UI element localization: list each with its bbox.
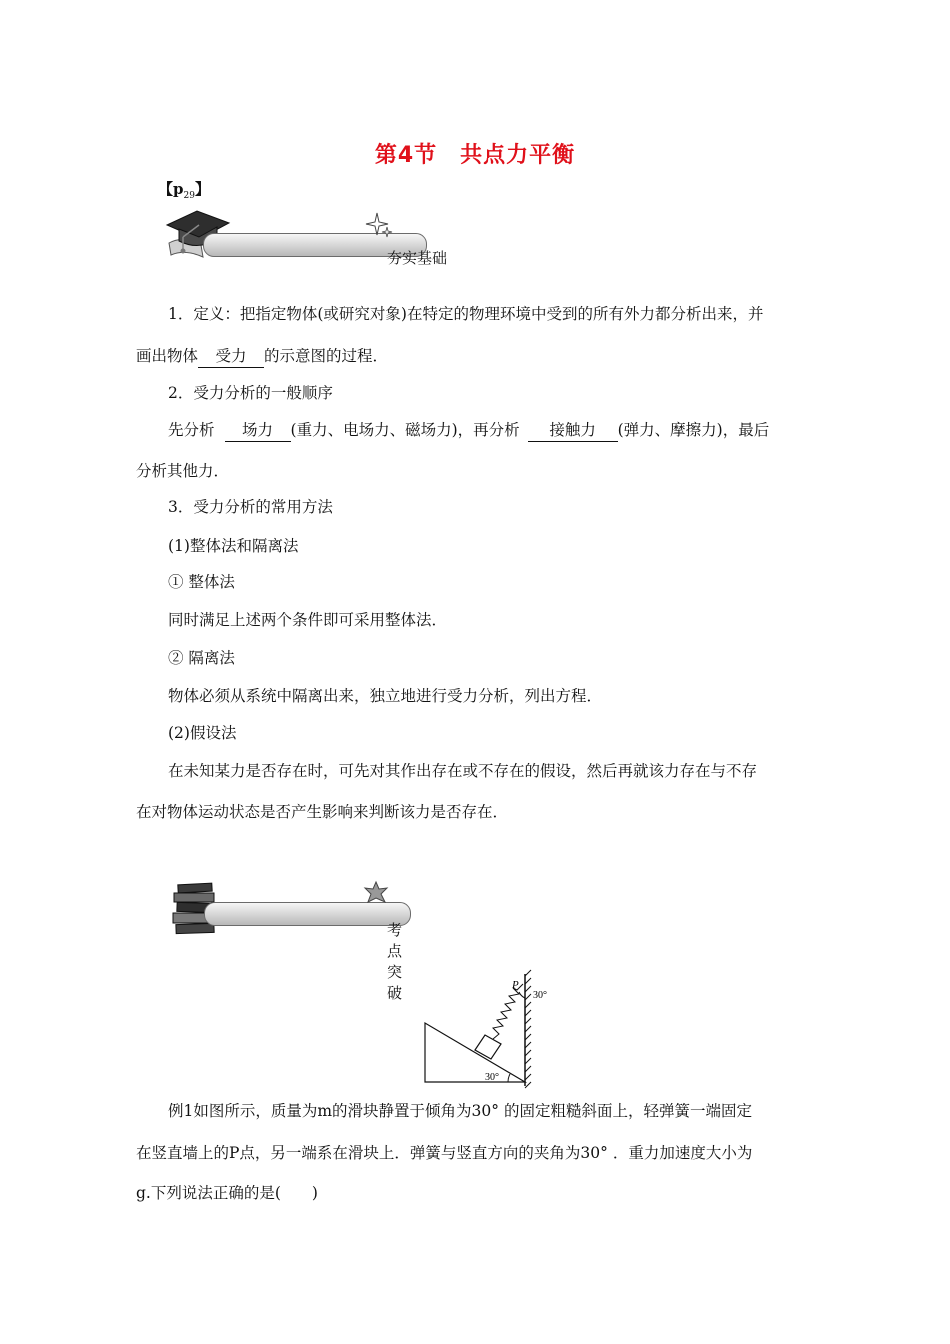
fill-blank-answer: 受力 bbox=[198, 345, 264, 368]
method-1-heading: (1)整体法和隔离法 bbox=[168, 537, 299, 555]
heading-methods: 3．受力分析的常用方法 bbox=[168, 498, 333, 516]
incline-spring-figure bbox=[415, 968, 545, 1094]
point-p-label: P bbox=[512, 979, 519, 991]
method-2-text-2: 在对物体运动状态是否产生影响来判断该力是否存在． bbox=[136, 803, 509, 821]
method-2-text-1: 在未知某力是否存在时，可先对其作出存在或不存在的假设，然后再就该力存在与不存 bbox=[168, 762, 758, 780]
page-reference: 【$p_{29}$】 bbox=[158, 180, 210, 201]
definition-line-2: 画出物体 受力 的示意图的过程． bbox=[136, 345, 388, 368]
page-title: 第4节 共点力平衡 bbox=[374, 143, 576, 168]
method-1b: ② 隔离法 bbox=[168, 649, 235, 667]
example-line-2: 在竖直墙上的P点，另一端系在滑块上．弹簧与竖直方向的夹角为30° ．重力加速度大小为 bbox=[136, 1144, 753, 1162]
section-label-breakthrough: 考点突破 bbox=[387, 921, 403, 1002]
section-banner-basics bbox=[163, 205, 463, 267]
example-line-3: g.下列说法正确的是( ) bbox=[136, 1184, 318, 1202]
order-line-2: 分析其他力． bbox=[136, 462, 230, 480]
method-1a-text: 同时满足上述两个条件即可采用整体法． bbox=[168, 611, 448, 629]
sparkle-icon bbox=[363, 213, 393, 239]
incline-angle-label: 30° bbox=[485, 1072, 499, 1083]
order-line-1: 先分析 场力 (重力、电场力、磁场力)，再分析 接触力 (弹力、摩擦力)，最后 bbox=[168, 419, 769, 442]
fill-blank-answer: 接触力 bbox=[528, 419, 618, 442]
method-2-heading: (2)假设法 bbox=[168, 724, 237, 742]
leaf-icon bbox=[363, 880, 389, 906]
method-1b-text: 物体必须从系统中隔离出来，独立地进行受力分析，列出方程． bbox=[168, 687, 603, 705]
method-1a: ① 整体法 bbox=[168, 573, 235, 591]
definition-line-1: 1．定义：把指定物体(或研究对象)在特定的物理环境中受到的所有外力都分析出来，并 bbox=[168, 305, 764, 323]
section-label-basics: 夯实基础 bbox=[387, 249, 448, 267]
heading-order: 2．受力分析的一般顺序 bbox=[168, 384, 333, 402]
wall-angle-label: 30° bbox=[533, 990, 547, 1001]
fill-blank-answer: 场力 bbox=[225, 419, 291, 442]
example-line-1: 例1如图所示，质量为m的滑块静置于倾角为30° 的固定粗糙斜面上，轻弹簧一端固定 bbox=[168, 1102, 752, 1120]
